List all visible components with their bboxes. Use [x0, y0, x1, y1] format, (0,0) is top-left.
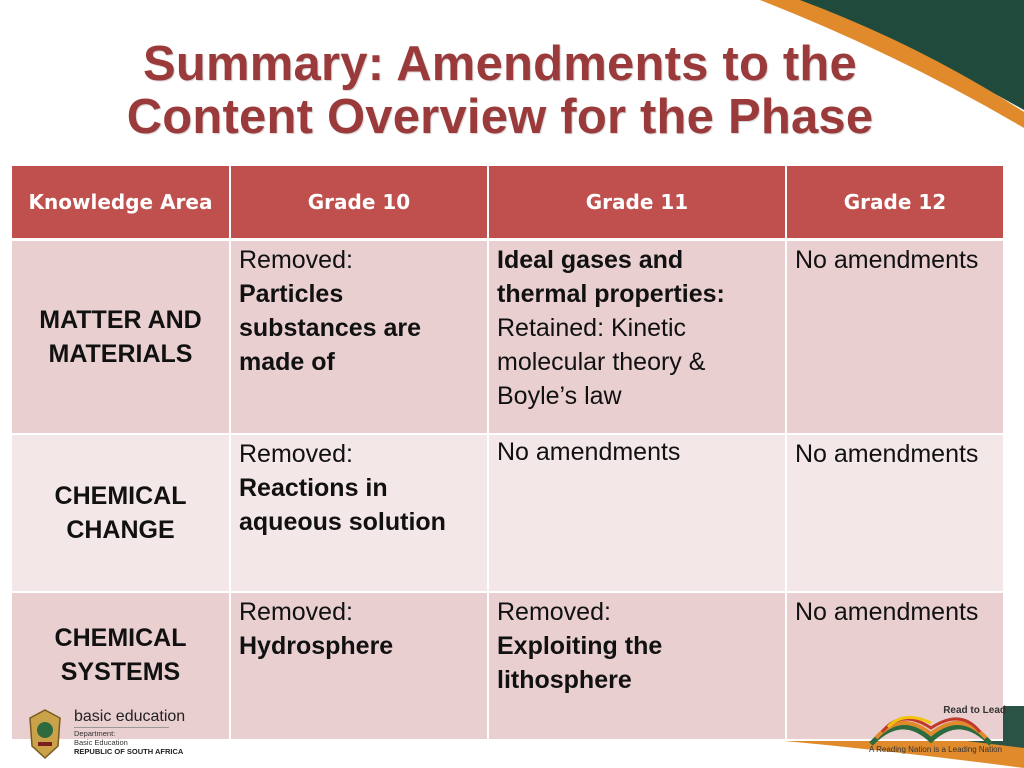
- grade-10-cell: [230, 240, 488, 435]
- table-row: [12, 434, 1003, 592]
- header-knowledge-area: Knowledge Area: [12, 166, 230, 240]
- topic-heading: Ideal gases and thermal properties:: [497, 246, 725, 308]
- page-title: [0, 38, 1000, 144]
- amendments-table: [12, 166, 1003, 741]
- header-grade-10: Grade 10: [230, 166, 488, 240]
- removed-label: Removed:: [239, 246, 353, 274]
- header-grade-12: Grade 12: [786, 166, 1003, 240]
- campaign-slogan: A Reading Nation is a Leading Nation: [869, 745, 1002, 754]
- knowledge-area-cell: [12, 240, 230, 435]
- removed-label: Removed:: [239, 440, 353, 468]
- retained-text: Retained: Kinetic molecular theory & Boyle’s law: [497, 314, 706, 410]
- coat-of-arms-icon: [20, 706, 70, 762]
- area-line: SYSTEMS: [60, 658, 181, 686]
- removed-topic: Reactions in aqueous solution: [239, 474, 446, 536]
- grade-12-cell: [786, 240, 1003, 435]
- dept-line-3: REPUBLIC OF SOUTH AFRICA: [74, 747, 184, 756]
- area-line: MATTER AND: [39, 306, 202, 334]
- header-grade-11: Grade 11: [488, 166, 786, 240]
- removed-label: Removed:: [497, 598, 611, 626]
- removed-topic: Exploiting the lithosphere: [497, 632, 663, 694]
- grade-11-cell: [488, 240, 786, 435]
- department-label: [74, 708, 185, 756]
- dept-line-2: Basic Education: [74, 738, 128, 747]
- removed-label: Removed:: [239, 598, 353, 626]
- no-amendments-text: No amendments: [795, 598, 979, 626]
- dept-line-1: Department:: [74, 729, 116, 738]
- removed-topic: Particles substances are made of: [239, 280, 422, 376]
- area-line: CHEMICAL: [54, 482, 187, 510]
- area-line: MATERIALS: [48, 340, 193, 368]
- no-amendments-text: No amendments: [795, 246, 979, 274]
- title-line-2: Content Overview for the Phase: [126, 90, 874, 144]
- title-line-1: Summary: Amendments to the: [142, 37, 857, 91]
- grade-12-cell: [786, 434, 1003, 592]
- area-line: CHANGE: [66, 516, 175, 544]
- dept-main: basic education: [74, 708, 186, 725]
- table-row: [12, 240, 1003, 435]
- knowledge-area-cell: [12, 434, 230, 592]
- grade-10-cell: [230, 434, 488, 592]
- no-amendments-text: No amendments: [795, 440, 979, 468]
- grade-11-cell: [488, 592, 786, 740]
- grade-10-cell: [230, 592, 488, 740]
- grade-11-cell: [488, 434, 786, 592]
- campaign-title: Read to Lead: [943, 705, 1006, 716]
- table-header-row: [12, 166, 1003, 240]
- area-line: CHEMICAL: [54, 624, 187, 652]
- removed-topic: Hydrosphere: [239, 632, 394, 660]
- no-amendments-text: No amendments: [497, 438, 681, 466]
